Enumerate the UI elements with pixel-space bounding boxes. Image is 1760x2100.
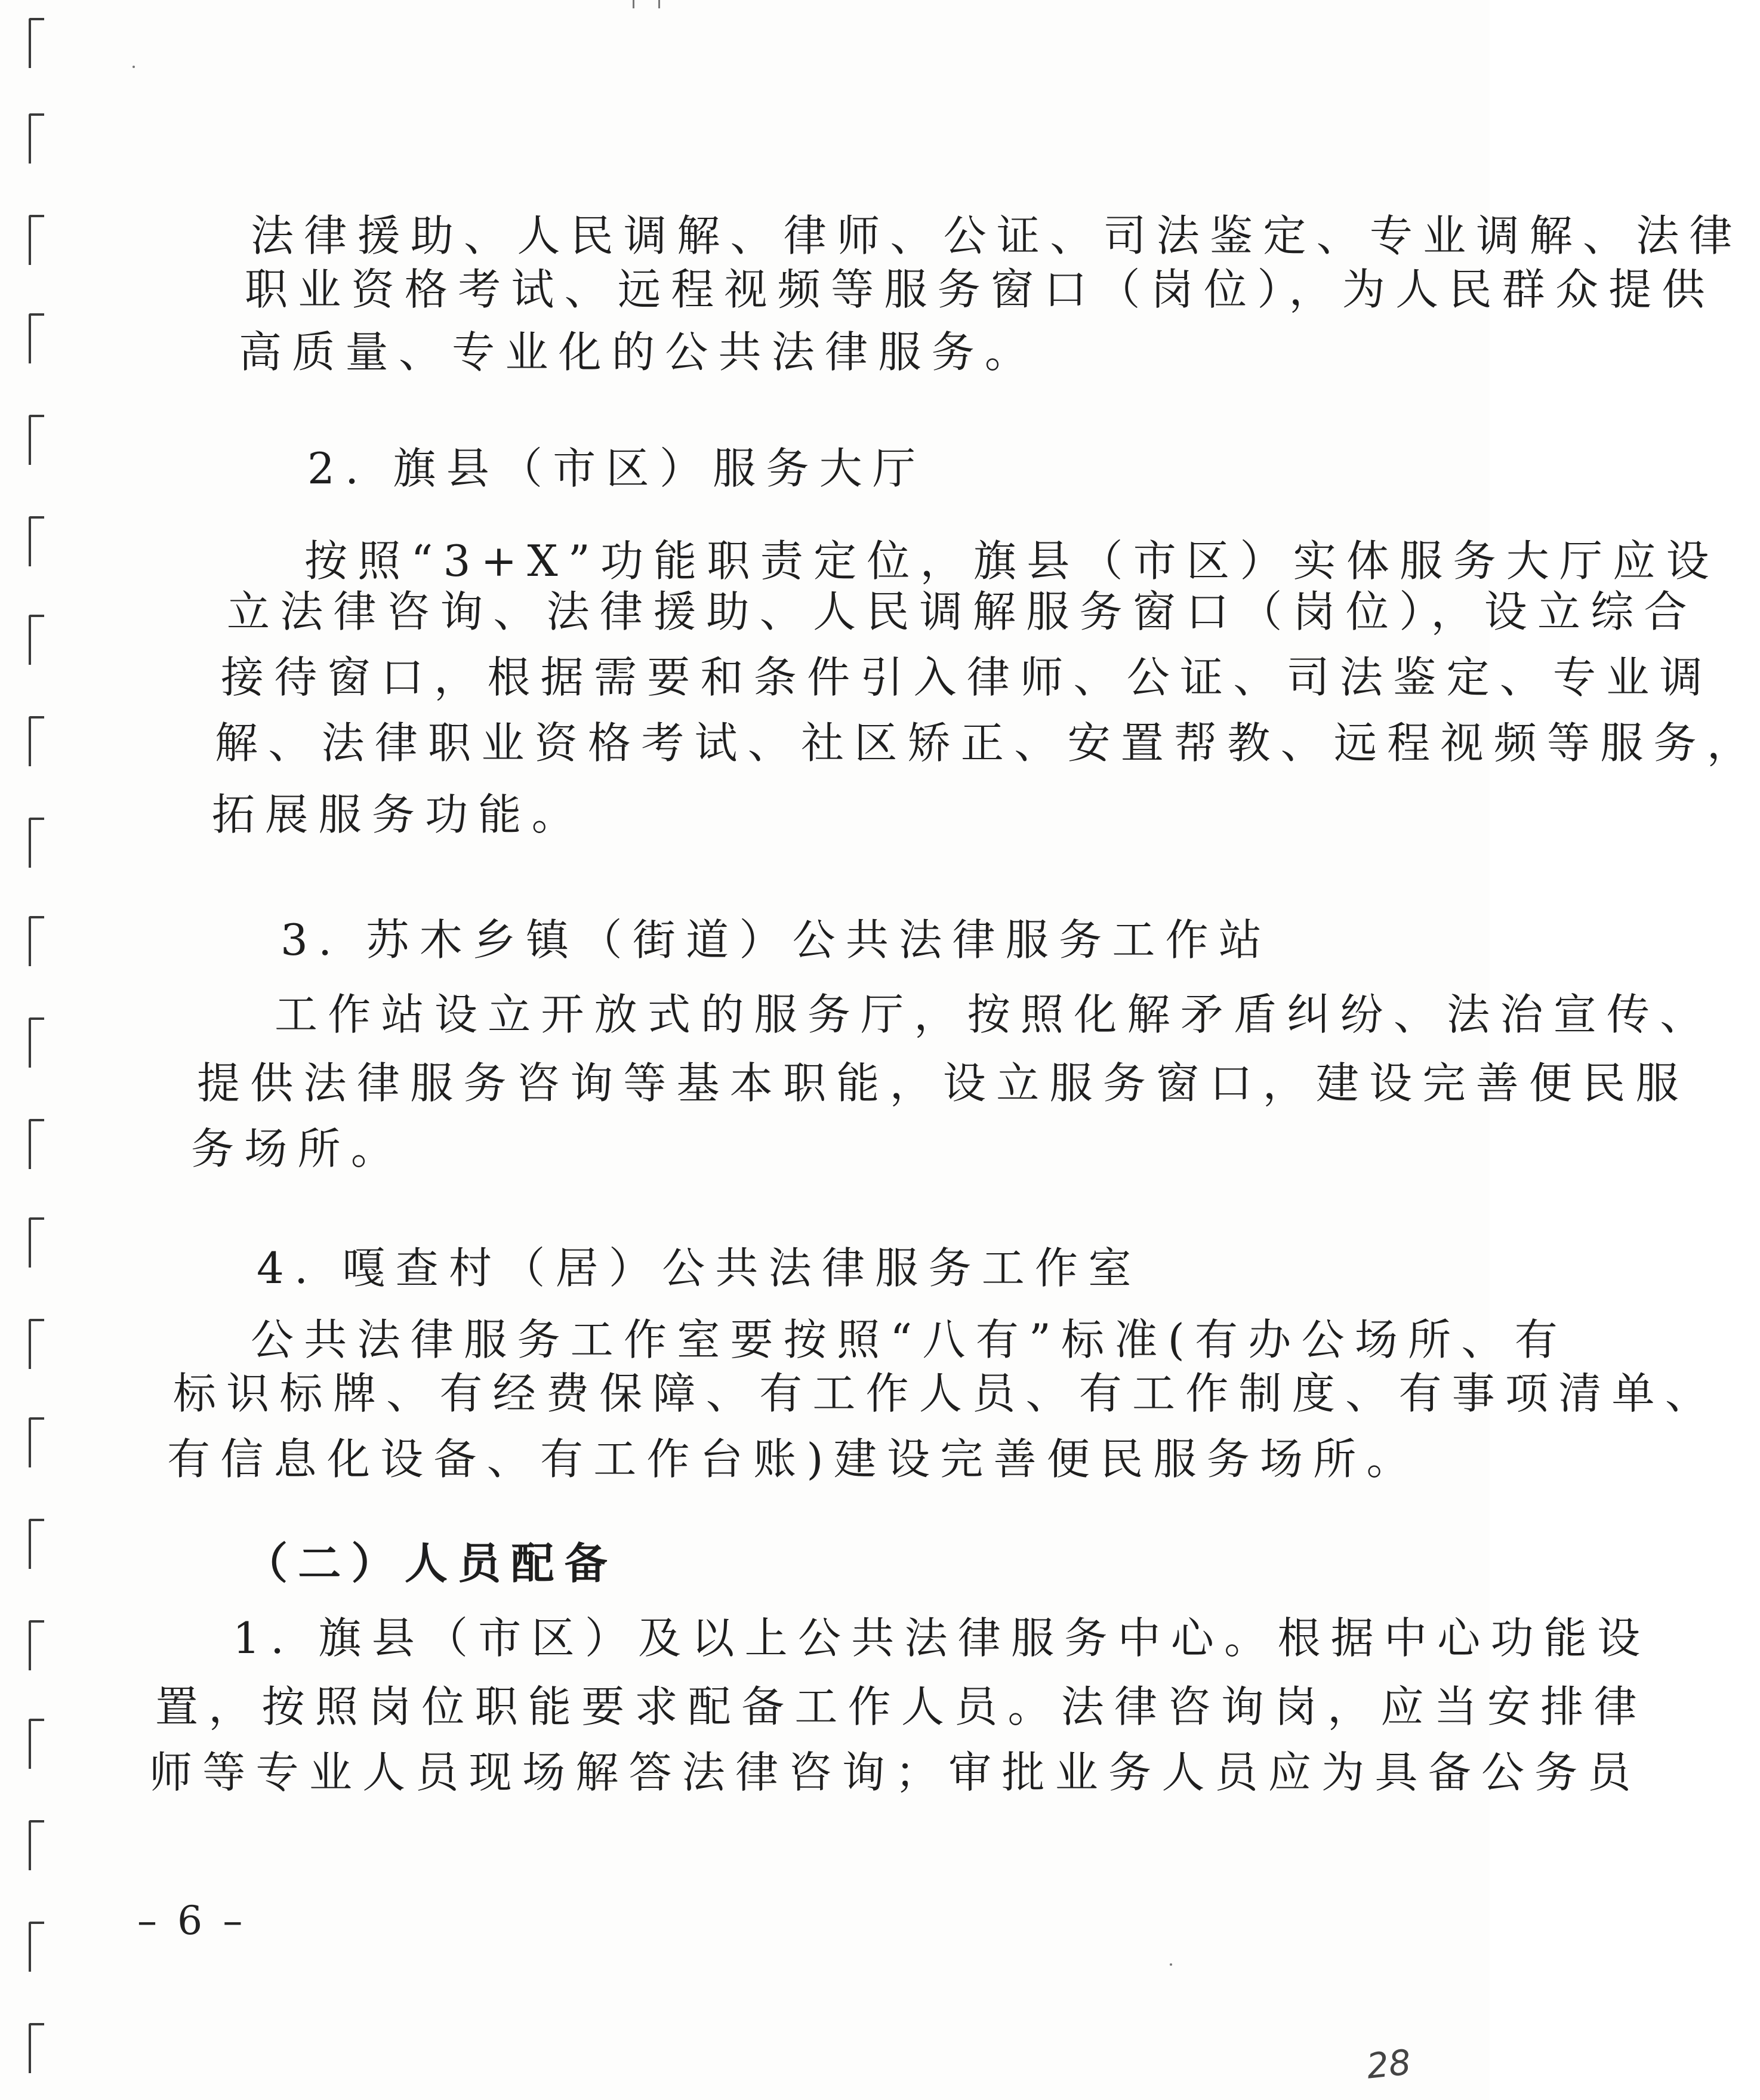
section-heading: 4. 嘎查村（居）公共法律服务工作室 — [257, 1243, 1142, 1293]
text-line: 务场所。 — [191, 1124, 405, 1174]
text-line: 按照“3+X”功能职责定位，旗县（市区）实体服务大厅应设 — [304, 536, 1719, 586]
binding-hole — [29, 615, 44, 665]
binding-hole — [29, 1319, 44, 1369]
binding-hole — [29, 516, 44, 566]
text-line: 高质量、专业化的公共法律服务。 — [239, 327, 1038, 377]
binding-holes — [18, 12, 60, 2089]
text-line: 接待窗口，根据需要和条件引入律师、公证、司法鉴定、专业调 — [221, 652, 1713, 702]
binding-hole — [29, 1620, 44, 1670]
binding-hole — [29, 916, 44, 966]
text-line: 师等专业人员现场解答法律咨询；审批业务人员应为具备公务员 — [149, 1747, 1641, 1797]
binding-hole — [29, 1820, 44, 1870]
text-line: 标识标牌、有经费保障、有工作人员、有工作制度、有事项清单、 — [173, 1368, 1719, 1418]
binding-hole — [29, 818, 44, 868]
binding-hole — [29, 1119, 44, 1169]
text-line: 职业资格考试、远程视频等服务窗口（岗位），为人民群众提供 — [245, 264, 1715, 314]
text-line: 公共法律服务工作室要按照“八有”标准(有办公场所、有 — [251, 1315, 1568, 1365]
text-line: 解、法律职业资格考试、社区矫正、安置帮教、远程视频等服务， — [215, 718, 1760, 768]
binding-hole — [29, 18, 44, 68]
binding-hole — [29, 2023, 44, 2073]
binding-hole — [29, 1922, 44, 1972]
binding-hole — [29, 113, 44, 164]
text-line: 法律援助、人民调解、律师、公证、司法鉴定、专业调解、法律 — [251, 211, 1743, 261]
scan-top-mark — [633, 0, 660, 8]
binding-hole — [29, 1519, 44, 1569]
binding-hole — [29, 1217, 44, 1268]
section-heading: 3. 苏木乡镇（街道）公共法律服务工作站 — [281, 915, 1272, 965]
text-line: 工作站设立开放式的服务厅，按照化解矛盾纠纷、法治宣传、 — [275, 989, 1713, 1040]
binding-hole — [29, 313, 44, 363]
text-line: 拓展服务功能。 — [212, 790, 585, 840]
text-line: 提供法律服务咨询等基本职能，设立服务窗口，建设完善便民服 — [197, 1058, 1689, 1108]
binding-hole — [29, 1719, 44, 1769]
binding-hole — [29, 415, 44, 465]
binding-hole — [29, 1017, 44, 1068]
text-line: 1. 旗县（市区）及以上公共法律服务中心。根据中心功能设 — [233, 1613, 1651, 1663]
scan-speck — [1170, 1963, 1172, 1966]
binding-hole — [29, 1417, 44, 1467]
section-heading: 2. 旗县（市区）服务大厅 — [307, 443, 926, 494]
text-line: 有信息化设备、有工作台账)建设完善便民服务场所。 — [167, 1434, 1420, 1484]
page-number: – 6 – — [137, 1898, 246, 1944]
text-line: 立法律咨询、法律援助、人民调解服务窗口（岗位），设立综合 — [227, 587, 1697, 637]
binding-hole — [29, 215, 44, 265]
section-heading-bold: （二）人员配备 — [245, 1538, 618, 1589]
binding-hole — [29, 716, 44, 766]
handwritten-page-number: 28 — [1364, 2042, 1413, 2087]
text-line: 置，按照岗位职能要求配备工作人员。法律咨询岗，应当安排律 — [155, 1682, 1647, 1732]
scan-speck — [132, 66, 135, 68]
